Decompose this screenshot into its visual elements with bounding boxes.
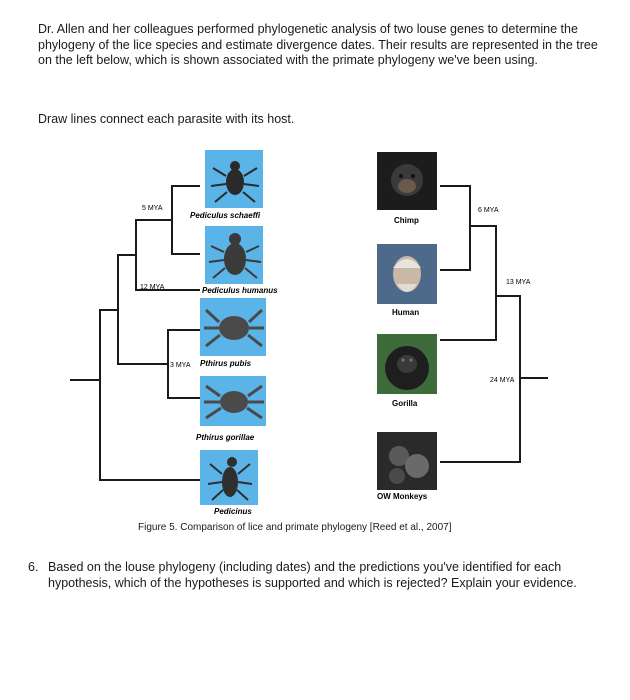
figure-caption: Figure 5. Comparison of lice and primate phylogeny [Reed et al., 2007] [138, 522, 452, 533]
host-images [377, 152, 437, 490]
louse-date-3mya: 3 MYA [170, 362, 191, 369]
host-image-ow-monkeys [377, 432, 437, 490]
host-image-human [377, 244, 437, 304]
louse-image-pediculus-humanus [205, 226, 263, 284]
lice-branch-5mya [172, 186, 200, 254]
louse-tree [70, 186, 200, 480]
host-image-gorilla [377, 334, 437, 394]
host-label-gorilla: Gorilla [392, 399, 418, 408]
host-date-6mya: 6 MYA [478, 207, 499, 214]
host-image-chimp [377, 152, 437, 210]
question-number: 6. [28, 560, 39, 574]
host-branch-6mya [440, 186, 470, 270]
lice-branch-deep [118, 255, 168, 364]
louse-image-pedicinus [200, 450, 258, 505]
louse-label-pediculus-schaeffi: Pediculus schaeffi [190, 211, 261, 220]
louse-label-pthirus-pubis: Pthirus pubis [200, 359, 252, 368]
louse-date-5mya: 5 MYA [142, 205, 163, 212]
louse-label-pthirus-gorillae: Pthirus gorillae [196, 433, 255, 442]
louse-date-12mya: 12 MYA [140, 284, 165, 291]
host-label-ow-monkeys: OW Monkeys [377, 492, 428, 501]
instruction-text: Draw lines connect each parasite with its host. [38, 112, 295, 126]
lice-branch-root [100, 310, 200, 480]
host-date-24mya: 24 MYA [490, 377, 515, 384]
louse-image-pediculus-schaeffi [205, 150, 263, 208]
louse-image-pthirus-pubis [200, 298, 266, 356]
host-tree [440, 186, 548, 462]
intro-paragraph: Dr. Allen and her colleagues performed phylogenetic analysis of two louse genes to determine the phylogeny of the lice species and estimate divergence dates. Their results are represented in the tree on the left below, which is shown associated with the primate phylogeny we've been using. [38, 22, 598, 67]
question-text: Based on the louse phylogeny (including dates) and the predictions you've identified for each hypothesis, which of the hypotheses is supported and which is rejected? Explain your evidence. [48, 560, 577, 590]
louse-image-pthirus-gorillae [200, 376, 266, 426]
louse-label-pedicinus: Pedicinus [214, 507, 252, 516]
host-date-13mya: 13 MYA [506, 279, 531, 286]
louse-label-pediculus-humanus: Pediculus humanus [202, 286, 278, 295]
host-label-human: Human [392, 308, 420, 317]
host-label-chimp: Chimp [394, 216, 419, 225]
louse-images [200, 150, 266, 505]
host-branch-13mya [440, 226, 496, 340]
